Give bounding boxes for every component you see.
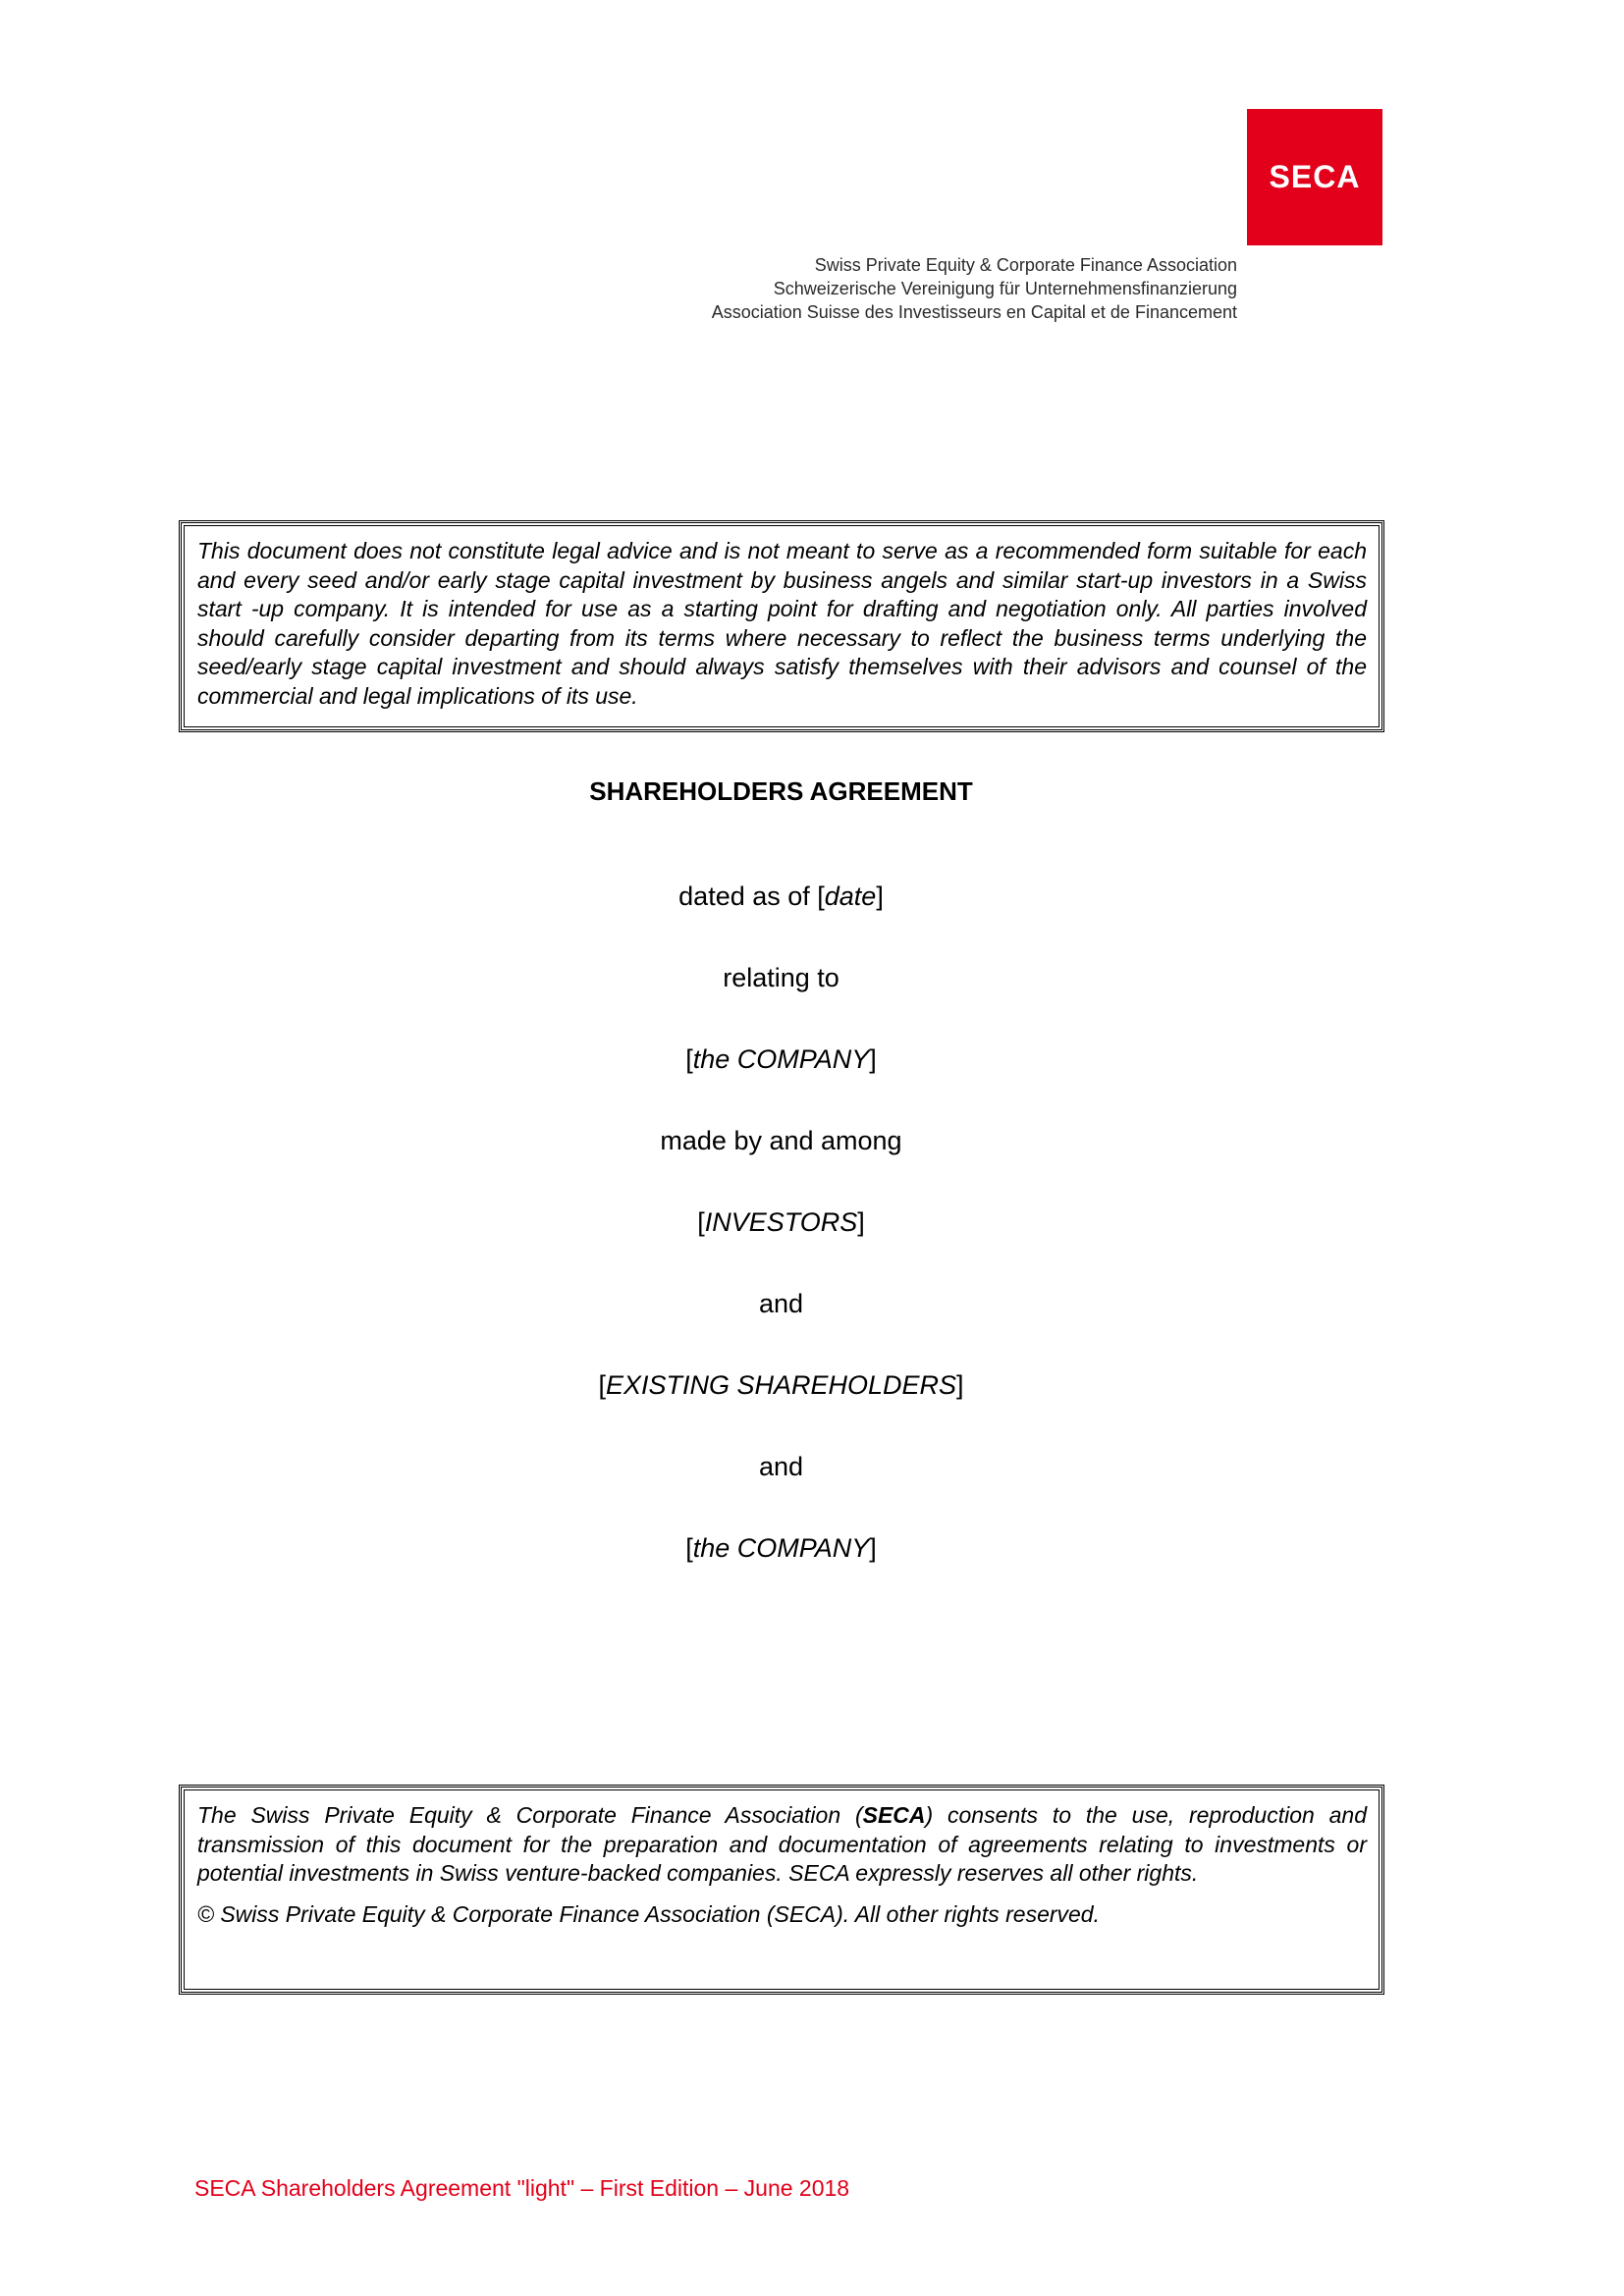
bracket-close: ]: [876, 881, 884, 911]
association-names: [712, 253, 1237, 324]
relating-to-line: relating to: [723, 963, 839, 992]
bracket-open: [: [685, 1533, 693, 1563]
bracket-close: ]: [869, 1533, 877, 1563]
bracket-open: [: [685, 1044, 693, 1074]
consent-box: [179, 1785, 1384, 1995]
seca-logo: [1247, 109, 1382, 245]
dated-line: [0, 881, 1562, 912]
company-line-2: [0, 1533, 1562, 1564]
document-title: SHAREHOLDERS AGREEMENT: [589, 776, 973, 806]
company-placeholder: the COMPANY: [692, 1533, 870, 1563]
association-name-fr: Association Suisse des Investisseurs en Capital et de Financement: [711, 302, 1237, 322]
consent-text: [197, 1801, 1367, 1889]
existing-shareholders-line: [0, 1370, 1562, 1401]
date-placeholder: date: [824, 881, 877, 911]
company-placeholder: the COMPANY: [692, 1044, 870, 1074]
copyright-notice: © Swiss Private Equity & Corporate Finance Association (SECA). All other rights reserved.: [197, 1900, 1100, 1927]
and-line-1: and: [758, 1289, 804, 1318]
bracket-open: [: [598, 1370, 606, 1400]
page-footer: SECA Shareholders Agreement "light" – First Edition – June 2018: [194, 2175, 850, 2201]
association-name-en: Swiss Private Equity & Corporate Finance Association: [814, 255, 1237, 275]
association-name-de: Schweizerische Vereinigung für Unternehmensfinanzierung: [773, 279, 1237, 298]
and-line-2: and: [758, 1452, 804, 1481]
bracket-close: ]: [869, 1044, 877, 1074]
existing-shareholders-placeholder: EXISTING SHAREHOLDERS: [605, 1370, 957, 1400]
consent-text-after: ) consents to the use, reproduction and transmission of this document for the preparation and documentation of agreements relating to investments or potential investments in Swiss venture-backed companies. SECA expressly reserves all other rights.: [197, 1802, 1367, 1887]
bracket-close: ]: [956, 1370, 964, 1400]
logo-text: SECA: [1269, 159, 1361, 194]
investors-placeholder: INVESTORS: [704, 1207, 858, 1237]
made-by-line: made by and among: [660, 1126, 902, 1155]
disclaimer-box: [179, 520, 1384, 732]
company-line-1: [0, 1044, 1562, 1075]
consent-text-before: The Swiss Private Equity & Corporate Finance Association (: [197, 1802, 863, 1828]
consent-seca-bold: SECA: [862, 1802, 926, 1828]
bracket-open: [: [697, 1207, 705, 1237]
dated-prefix: dated as of [: [678, 881, 825, 911]
bracket-close: ]: [857, 1207, 865, 1237]
investors-line: [0, 1207, 1562, 1238]
disclaimer-text: This document does not constitute legal advice and is not meant to serve as a recommended form suitable for each and every seed and/or early stage capital investment by business angels and similar start-up investors in a Swiss start -up company. It is intended for use as a starting point for drafting and negotiation only. All parties involved should carefully consider departing from its terms where necessary to reflect the business terms underlying the seed/early stage capital investment and should always satisfy themselves with their advisors and counsel of the commercial and legal implications of its use.: [197, 538, 1367, 709]
